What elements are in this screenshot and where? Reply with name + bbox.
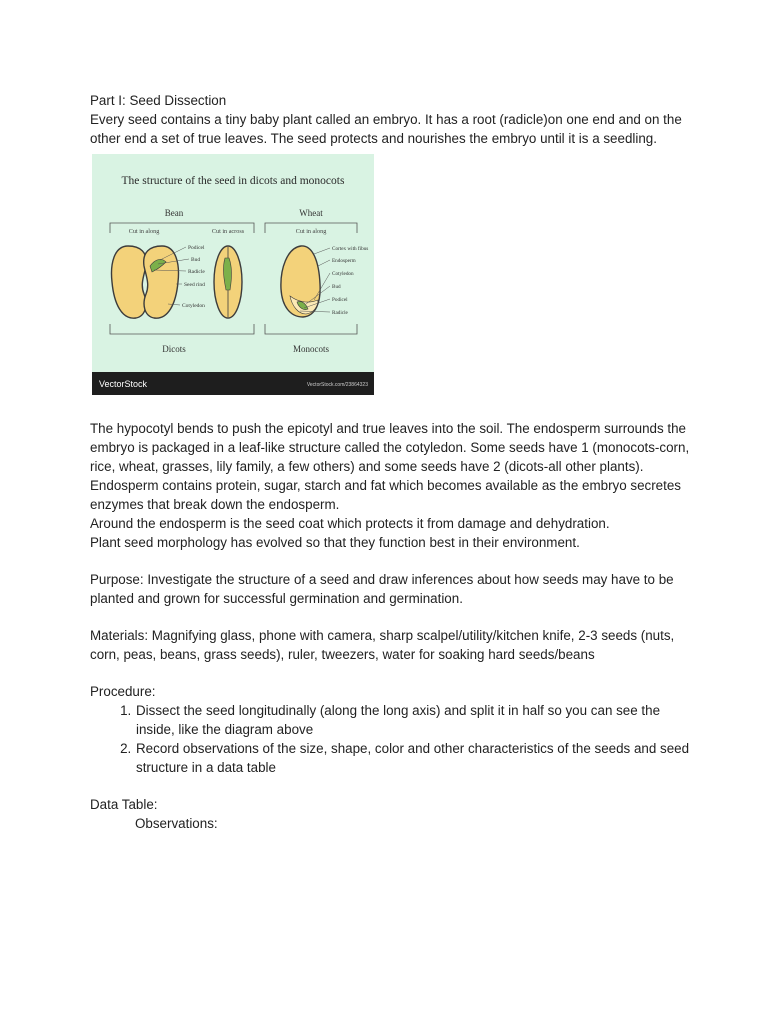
- figure-title: The structure of the seed in dicots and monocots: [121, 175, 345, 187]
- procedure-step: 2. Record observations of the size, shape, color and other characteristics of the seeds and seed structure in a data table: [135, 739, 690, 777]
- wheat-label: Wheat: [299, 208, 323, 218]
- body-paragraph: Plant seed morphology has evolved so that they function best in their environment.: [90, 535, 580, 550]
- cut-across-label: Cut in across: [211, 228, 245, 235]
- materials-paragraph: Materials: Magnifying glass, phone with camera, sharp scalpel/utility/kitchen knife, 2-3 seeds (nuts, corn, peas, beans, grass seeds), ruler, tweezers, water for soaking hard seeds/beans: [90, 628, 675, 662]
- monocot-part-label: Radicle: [332, 310, 348, 316]
- dicot-part-label: Cotyledon: [182, 303, 205, 309]
- cut-along-label: Cut in along: [128, 228, 160, 235]
- monocot-part-label: Endosperm: [332, 258, 356, 264]
- data-table-heading: Data Table:: [90, 797, 158, 812]
- dicot-part-label: Radicle: [188, 269, 205, 275]
- monocots-label: Monocots: [293, 344, 329, 354]
- body-paragraph: Around the endosperm is the seed coat which protects it from damage and dehydration.: [90, 516, 610, 531]
- body-paragraph: The hypocotyl bends to push the epicotyl and true leaves into the soil. The endosperm surrounds the embryo is packaged in a leaf-like structure called the cotyledon. Some seeds have 1 (monocots-corn, rice, wheat, grasses, lily family, a few others) and some seeds have 2 (dicots-all other plants). Endosperm contains protein, sugar, starch and fat which becomes available as the embryo secretes enzymes that break down the endosperm.: [90, 421, 690, 512]
- bean-label: Bean: [164, 208, 184, 218]
- monocot-part-label: Bud: [332, 284, 341, 290]
- dicot-part-label: Podicel: [188, 245, 205, 251]
- document-page: [90, 91, 690, 833]
- seed-structure-figure: [92, 154, 374, 395]
- section-title: Part I: Seed Dissection: [90, 93, 227, 108]
- intro-paragraph: Every seed contains a tiny baby plant called an embryo. It has a root (radicle)on one end and on the other end a set of true leaves. The seed protects and nourishes the embryo until it is a seedling.: [90, 112, 682, 146]
- monocot-part-label: Cortex with fibus: [332, 246, 369, 252]
- procedure-heading: Procedure:: [90, 684, 156, 699]
- watermark-url: VectorStock.com/23864323: [306, 382, 368, 388]
- monocot-part-label: Cotyledon: [332, 271, 354, 277]
- procedure-list: [90, 701, 690, 777]
- dicot-part-label: Bud: [191, 257, 201, 263]
- purpose-paragraph: Purpose: Investigate the structure of a seed and draw inferences about how seeds may have to be planted and grown for successful germination and germination.: [90, 572, 674, 606]
- monocot-part-label: Podicel: [332, 297, 348, 303]
- dicot-part-label: Seed rind: [184, 282, 205, 288]
- dicots-label: Dicots: [162, 344, 186, 354]
- cut-along-wheat-label: Cut in along: [295, 228, 327, 235]
- observations-label: Observations:: [135, 816, 218, 831]
- watermark-brand: VectorStock: [99, 379, 148, 389]
- procedure-step: 1. Dissect the seed longitudinally (along the long axis) and split it in half so you can see the inside, like the diagram above: [135, 701, 690, 739]
